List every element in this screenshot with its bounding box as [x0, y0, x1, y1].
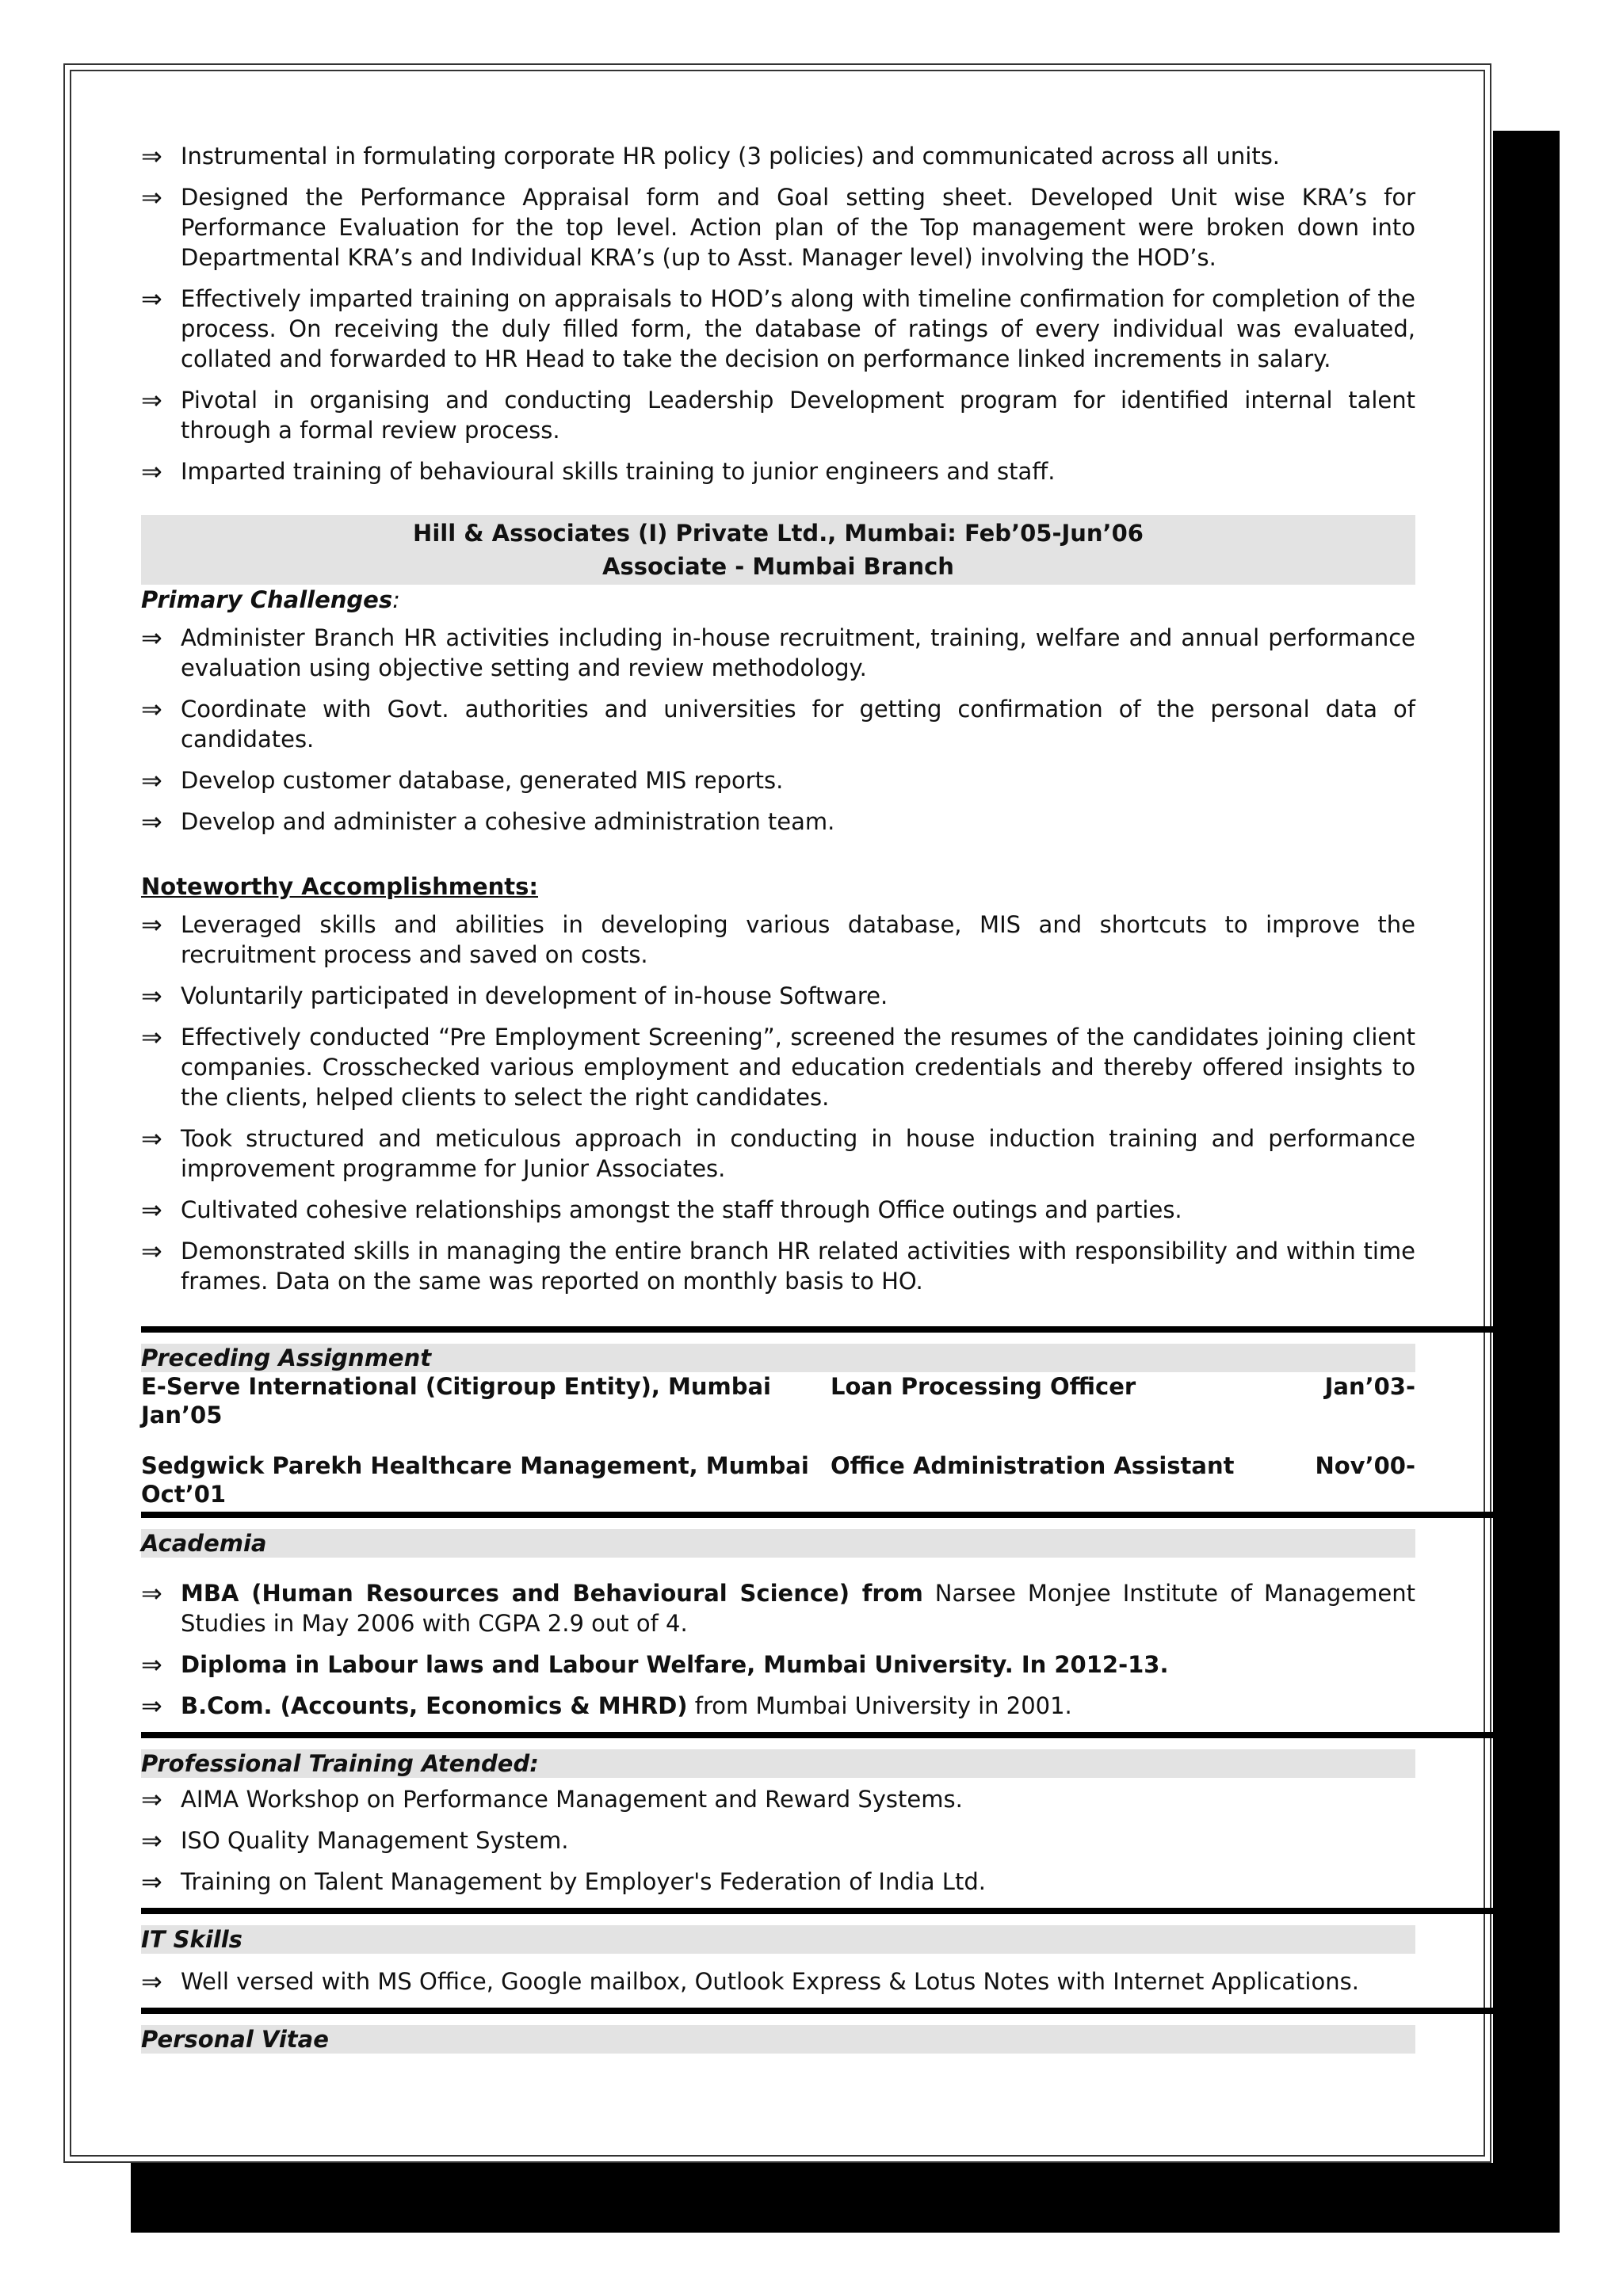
list-item: ⇒ Effectively imparted training on appraisals to HOD’s along with timeline confirmation for completion of the process. On receiving the duly filled form, the database of ratings of every individual was evaluated, collated and forwarded to HR Head to take the decision on performance linked increments in salary.	[141, 284, 1415, 372]
list-item: ⇒ AIMA Workshop on Performance Management and Reward Systems.	[141, 1784, 963, 1814]
arrow-bullet-icon: ⇒	[141, 1022, 162, 1052]
list-item: ⇒ Administer Branch HR activities including in-house recruitment, training, welfare and annual performance evaluation using objective setting and review methodology.	[141, 623, 1415, 681]
assignment-from: Nov’00-	[1315, 1452, 1415, 1479]
list-item: ⇒ Pivotal in organising and conducting Leadership Development program for identified internal talent through a formal review process.	[141, 385, 1415, 444]
list-item: ⇒ ISO Quality Management System.	[141, 1825, 569, 1855]
challenges-list	[141, 623, 1415, 837]
list-item: ⇒ MBA (Human Resources and Behavioural Science) from Narsee Monjee Institute of Management Studies in May 2006 with CGPA 2.9 out of 4.	[141, 1578, 1416, 1637]
section-title: Academia	[141, 1529, 1415, 1558]
assignment-entry	[141, 1372, 1415, 1429]
list-item: ⇒ Took structured and meticulous approach in conducting in house induction training and performance improvement programme for Junior Associates.	[141, 1123, 1415, 1182]
section-divider	[141, 1326, 1517, 1333]
it-skills-list	[141, 1966, 1415, 1997]
company-header	[141, 515, 1415, 585]
arrow-bullet-icon: ⇒	[141, 1691, 162, 1721]
list-item: ⇒ Coordinate with Govt. authorities and universities for getting confirmation of the personal data of candidates.	[141, 694, 1415, 753]
section-divider	[141, 1512, 1517, 1518]
arrow-bullet-icon: ⇒	[141, 1650, 162, 1680]
page-shadow-right	[1493, 131, 1560, 2233]
arrow-bullet-icon: ⇒	[141, 1195, 162, 1225]
arrow-bullet-icon: ⇒	[141, 1825, 162, 1855]
assignment-role: Office Administration Assistant	[831, 1452, 1235, 1479]
assignment-to: Oct’01	[141, 1481, 227, 1508]
section-divider	[141, 1732, 1517, 1738]
section-title: Preceding Assignment	[141, 1344, 1415, 1372]
assignment-company: Sedgwick Parekh Healthcare Management, Mumbai	[141, 1452, 809, 1479]
list-item: ⇒ B.Com. (Accounts, Economics & MHRD) from Mumbai University in 2001.	[141, 1691, 1072, 1721]
list-item: ⇒ Imparted training of behavioural skills training to junior engineers and staff.	[141, 456, 1056, 486]
arrow-bullet-icon: ⇒	[141, 1578, 162, 1608]
section-divider	[141, 1908, 1517, 1914]
section-divider	[141, 2008, 1517, 2014]
section-title: Professional Training Atended:	[141, 1749, 1415, 1778]
arrow-bullet-icon: ⇒	[141, 765, 162, 795]
section-title: Personal Vitae	[141, 2025, 1415, 2054]
arrow-bullet-icon: ⇒	[141, 910, 162, 940]
accomplishments-list	[141, 910, 1415, 1296]
accomplishments-heading: Noteworthy Accomplishments:	[141, 873, 539, 900]
list-item: ⇒ Demonstrated skills in managing the entire branch HR related activities with responsibility and within time frames. Data on the same was reported on monthly basis to HO.	[141, 1236, 1415, 1295]
section-personal	[141, 2008, 1415, 2054]
arrow-bullet-icon: ⇒	[141, 1236, 162, 1266]
academia-list	[141, 1578, 1415, 1721]
assignment-entry	[141, 1451, 1415, 1508]
primary-challenges-heading: Primary Challenges:	[141, 586, 400, 613]
section-it-skills	[141, 1908, 1415, 1954]
assignment-to: Jan’05	[141, 1402, 223, 1428]
company-role: Associate - Mumbai Branch	[602, 553, 954, 580]
arrow-bullet-icon: ⇒	[141, 182, 162, 212]
arrow-bullet-icon: ⇒	[141, 1867, 162, 1897]
section-training	[141, 1732, 1415, 1778]
arrow-bullet-icon: ⇒	[141, 385, 162, 415]
list-item: ⇒ Training on Talent Management by Employer's Federation of India Ltd.	[141, 1867, 986, 1897]
list-item: ⇒ Well versed with MS Office, Google mailbox, Outlook Express & Lotus Notes with Internet Applications.	[141, 1966, 1359, 1997]
arrow-bullet-icon: ⇒	[141, 1784, 162, 1814]
arrow-bullet-icon: ⇒	[141, 141, 162, 171]
resume-content	[141, 141, 1415, 2054]
section-preceding	[141, 1326, 1415, 1372]
arrow-bullet-icon: ⇒	[141, 694, 162, 724]
section-academia	[141, 1512, 1415, 1558]
arrow-bullet-icon: ⇒	[141, 807, 162, 837]
arrow-bullet-icon: ⇒	[141, 456, 162, 486]
arrow-bullet-icon: ⇒	[141, 284, 162, 314]
arrow-bullet-icon: ⇒	[141, 981, 162, 1011]
assignment-company: E-Serve International (Citigroup Entity), Mumbai	[141, 1373, 771, 1400]
list-item: ⇒ Designed the Performance Appraisal form and Goal setting sheet. Developed Unit wise KRA’s for Performance Evaluation for the top level. Action plan of the Top management were broken down into Departmental KRA’s and Individual KRA’s (up to Asst. Manager level) involving the HOD’s.	[141, 182, 1415, 271]
list-item: ⇒ Develop customer database, generated MIS reports.	[141, 765, 784, 795]
company-name: Hill & Associates (I) Private Ltd., Mumbai: Feb’05-Jun’06	[413, 520, 1144, 547]
assignment-role: Loan Processing Officer	[831, 1373, 1136, 1400]
list-item: ⇒ Diploma in Labour laws and Labour Welfare, Mumbai University. In 2012-13.	[141, 1650, 1169, 1680]
arrow-bullet-icon: ⇒	[141, 1123, 162, 1154]
list-item: ⇒ Voluntarily participated in development of in-house Software.	[141, 981, 888, 1011]
intro-bullet-list	[141, 141, 1415, 486]
list-item: ⇒ Instrumental in formulating corporate HR policy (3 policies) and communicated across all units.	[141, 141, 1281, 171]
arrow-bullet-icon: ⇒	[141, 1966, 162, 1997]
training-list	[141, 1784, 1415, 1897]
page-shadow-bottom	[131, 2163, 1560, 2233]
list-item: ⇒ Leveraged skills and abilities in developing various database, MIS and shortcuts to improve the recruitment process and saved on costs.	[141, 910, 1415, 968]
section-title: IT Skills	[141, 1925, 1415, 1954]
list-item: ⇒ Cultivated cohesive relationships amongst the staff through Office outings and parties.	[141, 1195, 1182, 1225]
arrow-bullet-icon: ⇒	[141, 623, 162, 653]
assignment-from: Jan’03-	[1324, 1373, 1415, 1400]
list-item: ⇒ Develop and administer a cohesive administration team.	[141, 807, 835, 837]
list-item: ⇒ Effectively conducted “Pre Employment Screening”, screened the resumes of the candidates joining client companies. Crosschecked various employment and education credentials and thereby offered insights to the clients, helped clients to select the right candidates.	[141, 1022, 1415, 1111]
